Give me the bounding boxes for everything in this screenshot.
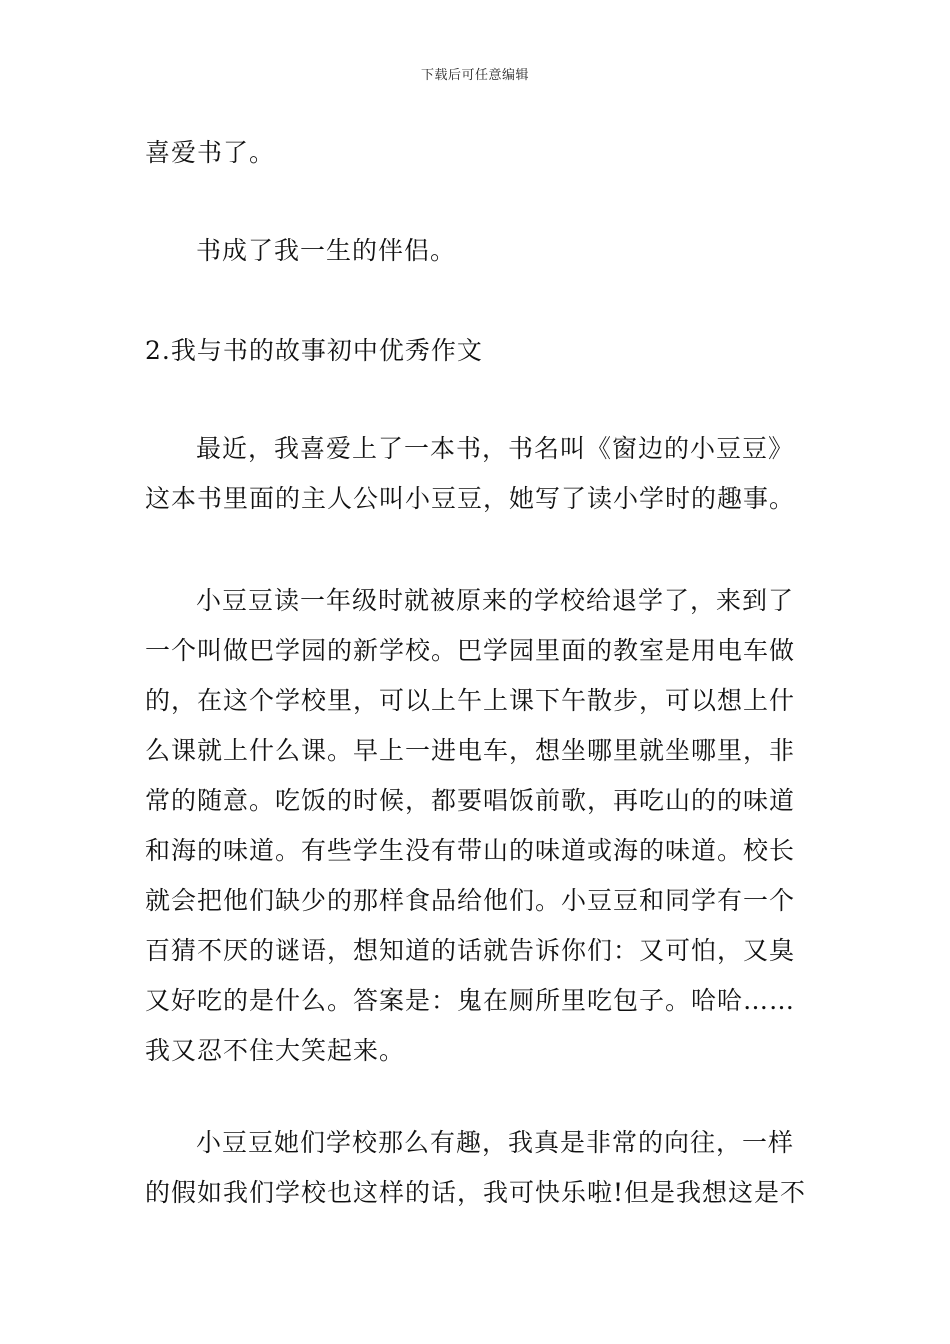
text-line: 书成了我一生的伴侣。: [196, 236, 457, 265]
text-line: 小豆豆读一年级时就被原来的学校给退学了，来到了: [196, 586, 795, 615]
text-line: 的，在这个学校里，可以上午上课下午散步，可以想上什: [145, 686, 796, 715]
section-heading: [145, 326, 810, 376]
paragraph-continuation: [145, 128, 810, 178]
paragraph: [145, 1118, 810, 1218]
text-line: 就会把他们缺少的那样食品给他们。小豆豆和同学有一个: [145, 886, 796, 915]
heading-text: 2.我与书的故事初中优秀作文: [145, 336, 483, 365]
text-line: 一个叫做巴学园的新学校。巴学园里面的教室是用电车做: [145, 636, 796, 665]
text-line: 小豆豆她们学校那么有趣，我真是非常的向往，一样: [196, 1128, 795, 1157]
page-header: 下载后可任意编辑: [420, 68, 529, 83]
text-line: 常的随意。吃饭的时候，都要唱饭前歌，再吃山的的味道: [145, 786, 796, 815]
text-line: 百猜不厌的谜语，想知道的话就告诉你们：又可怕，又臭: [145, 936, 796, 965]
text-line: 的假如我们学校也这样的话，我可快乐啦!但是我想这是不: [145, 1178, 807, 1207]
text-line: 这本书里面的主人公叫小豆豆，她写了读小学时的趣事。: [145, 484, 796, 513]
text-line: 和海的味道。有些学生没有带山的味道或海的味道。校长: [145, 836, 796, 865]
paragraph: [145, 576, 810, 1076]
text-line: 么课就上什么课。早上一进电车，想坐哪里就坐哪里，非: [145, 736, 796, 765]
text-line: 又好吃的是什么。答案是：鬼在厕所里吃包子。哈哈……: [145, 986, 796, 1015]
text-line: 喜爱书了。: [145, 138, 276, 167]
text-line: 最近，我喜爱上了一本书，书名叫《窗边的小豆豆》: [196, 434, 795, 463]
paragraph: [196, 226, 861, 276]
paragraph: [145, 424, 810, 524]
text-line: 我又忍不住大笑起来。: [145, 1036, 406, 1065]
